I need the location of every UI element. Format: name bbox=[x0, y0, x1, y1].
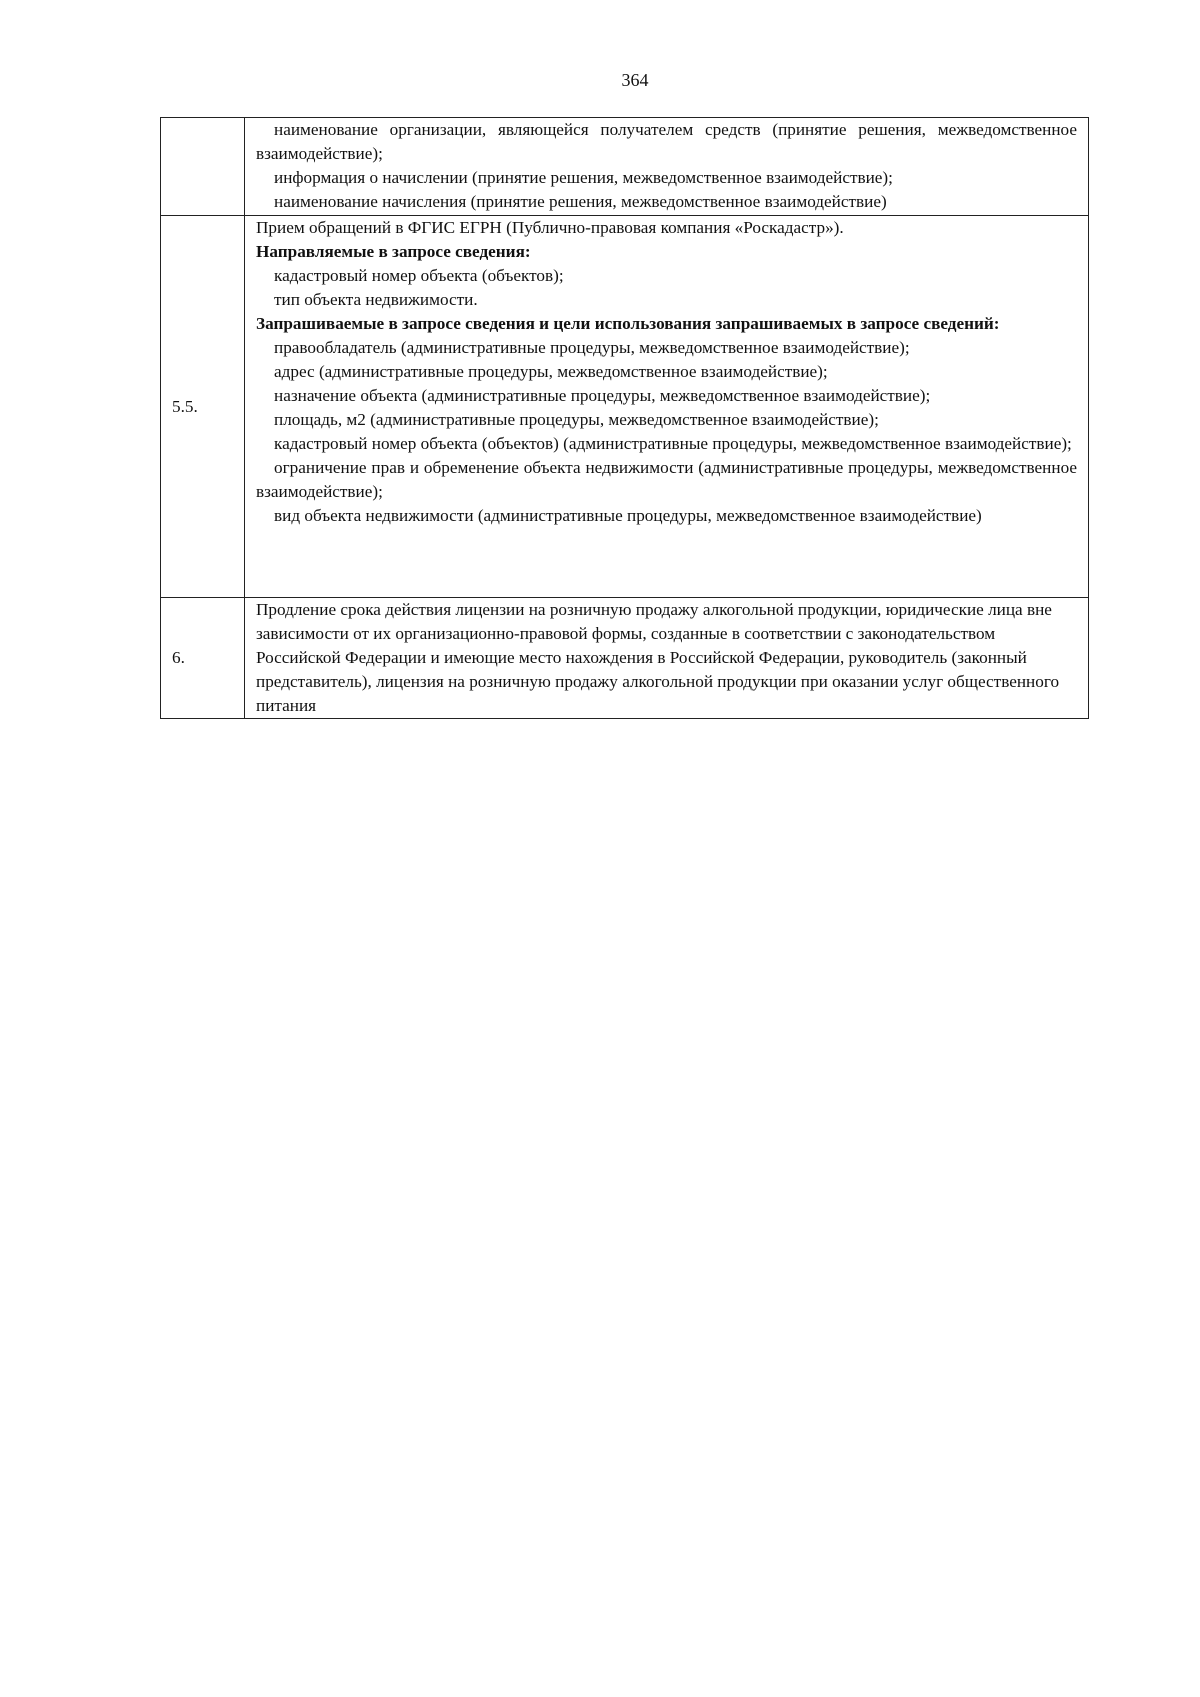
service-description: Продление срока действия лицензии на розничную продажу алкогольной продукции, юридические лица вне зависимости от их организационно-правовой формы, созданные в соответствии с законодательством Российской Федерации и имеющие место нахождения в Российской Федерации, руководитель (законный представитель), лицензия на розничную продажу алкогольной продукции при оказании услуг общественного питания bbox=[256, 600, 1060, 715]
list-item: кадастровый номер объекта (объектов) (административные процедуры, межведомственное взаимодействие); bbox=[274, 434, 1072, 453]
row-content-cell bbox=[245, 216, 1089, 598]
list-item: назначение объекта (административные процедуры, межведомственное взаимодействие); bbox=[274, 386, 931, 405]
service-intro: Прием обращений в ФГИС ЕГРН (Публично-правовая компания «Роскадастр»). bbox=[256, 218, 844, 237]
row-number-cell: 5.5. bbox=[161, 216, 245, 598]
list-item: площадь, м2 (административные процедуры, межведомственное взаимодействие); bbox=[274, 410, 879, 429]
list-item: наименование организации, являющейся получателем средств (принятие решения, межведомственное взаимодействие); bbox=[256, 120, 1077, 163]
row-content-cell bbox=[245, 118, 1089, 216]
list-item: вид объекта недвижимости (административные процедуры, межведомственное взаимодействие) bbox=[274, 506, 982, 525]
row-number-cell: 6. bbox=[161, 598, 245, 719]
table-row bbox=[161, 216, 1089, 598]
list-item: тип объекта недвижимости. bbox=[274, 290, 478, 309]
list-item: кадастровый номер объекта (объектов); bbox=[274, 266, 564, 285]
table-row bbox=[161, 118, 1089, 216]
requested-data-heading: Запрашиваемые в запросе сведения и цели использования запрашиваемых в запросе сведений: bbox=[256, 314, 1000, 333]
list-item: наименование начисления (принятие решения, межведомственное взаимодействие) bbox=[274, 192, 887, 211]
table-row bbox=[161, 598, 1089, 719]
list-item: правообладатель (административные процедуры, межведомственное взаимодействие); bbox=[274, 338, 910, 357]
list-item: адрес (административные процедуры, межведомственное взаимодействие); bbox=[274, 362, 828, 381]
page-number: 364 bbox=[621, 70, 649, 90]
list-item: информация о начислении (принятие решения, межведомственное взаимодействие); bbox=[274, 168, 893, 187]
list-item: ограничение прав и обременение объекта недвижимости (административные процедуры, межведомственное взаимодействие); bbox=[256, 458, 1077, 501]
sent-data-heading: Направляемые в запросе сведения: bbox=[256, 242, 531, 261]
row-content-cell bbox=[245, 598, 1089, 719]
services-table bbox=[160, 117, 1089, 719]
row-number-cell bbox=[161, 118, 245, 216]
